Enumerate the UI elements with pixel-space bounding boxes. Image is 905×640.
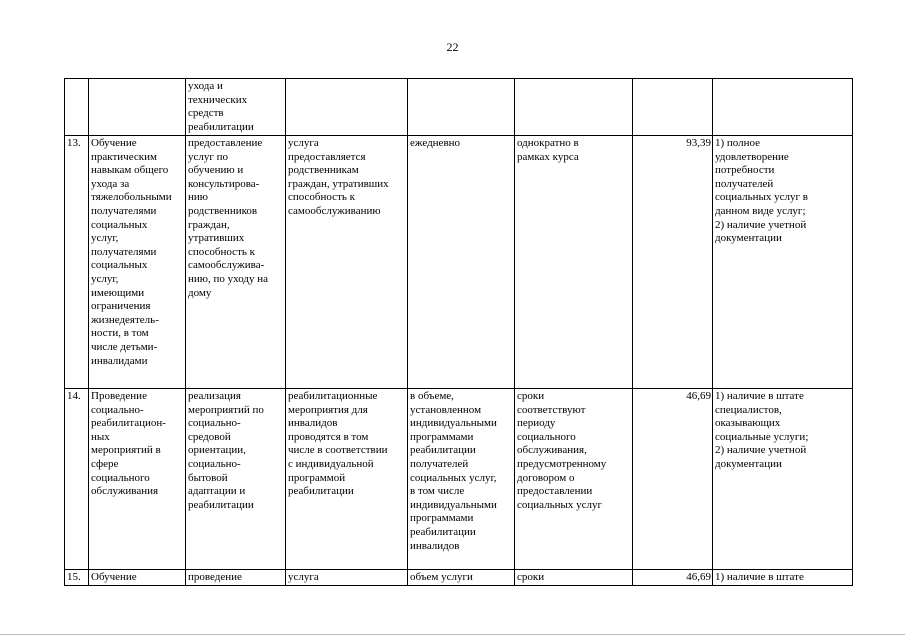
service-volume: сроки соответствуют периоду социального обслуживания, предусмотренному договором о предоставлении социальных услуг bbox=[515, 389, 633, 570]
service-content: ухода и технических средств реабилитации bbox=[186, 79, 286, 136]
service-quality: 1) наличие в штате bbox=[713, 570, 853, 586]
service-quality: 1) полное удовлетворение потребности получателей социальных услуг в данном виде услуг; 2) наличие учетной документации bbox=[713, 136, 853, 389]
row-number: 15. bbox=[65, 570, 89, 586]
service-volume: однократно в рамках курса bbox=[515, 136, 633, 389]
service-name: Обучение bbox=[89, 570, 186, 586]
row-number bbox=[65, 79, 89, 136]
service-price: 93,39 bbox=[633, 136, 713, 389]
table-row bbox=[65, 136, 853, 389]
row-number: 14. bbox=[65, 389, 89, 570]
service-description: реабилитационные мероприятия для инвалидов проводятся в том числе в соответствии с индивидуальной программой реабилитации bbox=[286, 389, 408, 570]
service-content: реализация мероприятий по социально- средовой ориентации, социально- бытовой адаптации и реабилитации bbox=[186, 389, 286, 570]
service-timing bbox=[408, 79, 515, 136]
services-table bbox=[64, 78, 853, 586]
service-timing: объем услуги bbox=[408, 570, 515, 586]
service-content: проведение bbox=[186, 570, 286, 586]
service-description bbox=[286, 79, 408, 136]
service-name bbox=[89, 79, 186, 136]
table-row bbox=[65, 79, 853, 136]
service-price: 46,69 bbox=[633, 389, 713, 570]
service-name: Проведение социально- реабилитацион- ных мероприятий в сфере социального обслуживания bbox=[89, 389, 186, 570]
service-content: предоставление услуг по обучению и консультирова- нию родственников граждан, утративших способность к самообслужива- нию, по уходу на дому bbox=[186, 136, 286, 389]
service-quality bbox=[713, 79, 853, 136]
table-row bbox=[65, 570, 853, 586]
service-name: Обучение практическим навыкам общего ухода за тяжелобольными получателями социальных услуг, получателями социальных услуг, имеющими ограничения жизнедеятель- ности, в том числе детьми- инвалидами bbox=[89, 136, 186, 389]
service-quality: 1) наличие в штате специалистов, оказывающих социальные услуги; 2) наличие учетной документации bbox=[713, 389, 853, 570]
service-price: 46,69 bbox=[633, 570, 713, 586]
page-number: 22 bbox=[446, 40, 459, 54]
service-timing: в объеме, установленном индивидуальными программами реабилитации получателей социальных услуг, в том числе индивидуальными программами реабилитации инвалидов bbox=[408, 389, 515, 570]
service-description: услуга предоставляется родственникам граждан, утративших способность к самообслуживанию bbox=[286, 136, 408, 389]
page-bottom-edge bbox=[0, 634, 905, 635]
service-volume: сроки bbox=[515, 570, 633, 586]
service-price bbox=[633, 79, 713, 136]
service-description: услуга bbox=[286, 570, 408, 586]
row-number: 13. bbox=[65, 136, 89, 389]
table-row bbox=[65, 389, 853, 570]
service-volume bbox=[515, 79, 633, 136]
service-timing: ежедневно bbox=[408, 136, 515, 389]
